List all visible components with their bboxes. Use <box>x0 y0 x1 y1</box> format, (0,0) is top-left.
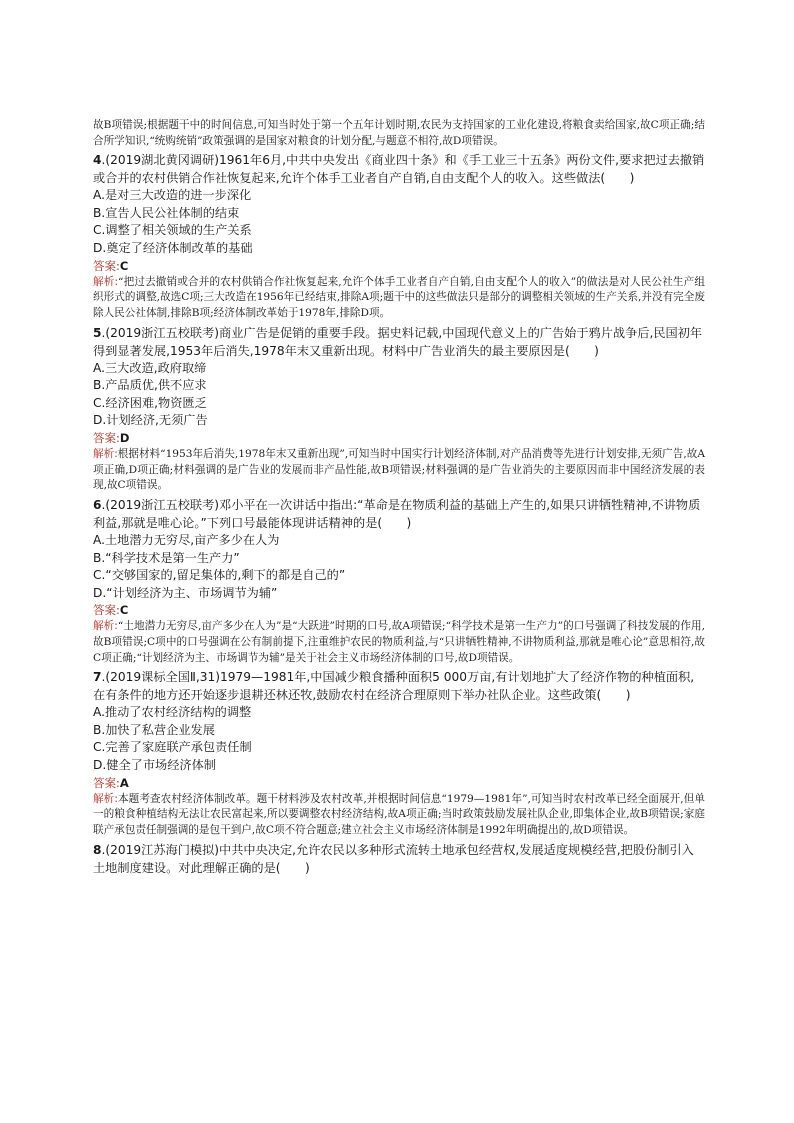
explanation <box>93 447 705 494</box>
answer-value: A <box>119 775 129 790</box>
explanation-text: “把过去撤销或合并的农村供销合作社恢复起来,允许个体手工业者自产自销,自由支配个人的收入”的做法是对人民公社生产组织形式的调整,故选C项;三大改造在1956年已经结束,排除A项;题干中的这些做法只是部分的调整相关领域的生产关系,并没有完全废除人民公社体制,排除B项;经济体制改革始于1978年,排除D项。 <box>93 275 705 319</box>
question-text: .(2019湖北黄冈调研)1961年6月,中共中央发出《商业四十条》和《手工业三十五条》两份文件,要求把过去撤销或合并的农村供销合作社恢复起来,允许个体手工业者自产自销,自由支配个人的收入。这些做法( ) <box>93 153 705 186</box>
answer-label: 答案: <box>93 603 120 618</box>
exam-page <box>93 118 705 877</box>
option-c: C.调整了相关领域的生产关系 <box>93 223 252 238</box>
question-5 <box>93 324 705 494</box>
option-a: A.土地潜力无穷尽,亩产多少在人为 <box>93 532 280 547</box>
question-8 <box>93 841 705 877</box>
explanation-label: 解析: <box>93 620 118 633</box>
question-4 <box>93 151 705 321</box>
explanation-text: 本题考查农村经济体制改革。题干材料涉及农村改革,并根据时间信息“1979—1981年”,可知当时农村改革已经全面展开,但单一的粮食种植结构无法让农民富起来,所以要调整农村经济结构,故A项正确;当时政策鼓励发展社队企业,即集体企业,故B项错误;家庭联产承包责任制强调的是包干到户,故C项不符合题意;建立社会主义市场经济体制是1992年明确提出的,故D项错误。 <box>93 792 705 837</box>
question-number: 5 <box>93 325 102 340</box>
answer-line <box>93 258 705 275</box>
explanation-text: “土地潜力无穷尽,亩产多少在人为”是“大跃进”时期的口号,故A项错误;“科学技术是第一生产力”的口号强调了科技发展的作用,故B项错误;C项中的口号强调在公有制前提下,注重维护农民的物质利益,与“只讲牺牲精神,不讲物质利益,那就是唯心论”意思相符,故C项正确;“计划经济为主、市场调节为辅”是关于社会主义市场经济体制的口号,故D项错误。 <box>93 620 706 664</box>
answer-label: 答案: <box>93 775 120 790</box>
question-6 <box>93 496 705 666</box>
explanation <box>93 619 705 666</box>
question-stem <box>93 151 705 187</box>
question-number: 8 <box>93 842 102 857</box>
answer-line <box>93 430 705 447</box>
option-c: C.经济困难,物资匮乏 <box>93 395 207 410</box>
answer-value: C <box>119 258 129 273</box>
question-number: 4 <box>93 153 102 168</box>
answer-label: 答案: <box>93 258 120 273</box>
explanation <box>93 792 705 839</box>
question-text: .(2019浙江五校联考)邓小平在一次讲话中指出:“革命是在物质利益的基础上产生的,如果只讲牺牲精神,不讲物质利益,那就是唯心论。”下列口号最能体现讲话精神的是( ) <box>93 497 701 530</box>
option-d: D.奠定了经济体制改革的基础 <box>93 240 253 255</box>
answer-value: D <box>119 430 130 445</box>
option-d: D.计划经济,无须广告 <box>93 413 208 428</box>
option-c: C.“交够国家的,留足集体的,剩下的都是自己的” <box>93 568 346 583</box>
question-text: .(2019课标全国Ⅱ,31)1979—1981年,中国减少粮食播种面积5 000万亩,有计划地扩大了经济作物的种植面积,在有条件的地方还开始逐步退耕还林还牧,鼓励农村在经济合理原则下举办社队企业。这些政策( ) <box>93 670 695 703</box>
option-d: D.“计划经济为主、市场调节为辅” <box>93 585 278 600</box>
option-b: B.“科学技术是第一生产力” <box>93 550 240 565</box>
answer-line <box>93 775 705 792</box>
question-stem <box>93 324 705 360</box>
answer-line <box>93 602 705 619</box>
option-c: C.完善了家庭联产承包责任制 <box>93 740 252 755</box>
answer-label: 答案: <box>93 430 120 445</box>
option-b: B.宣告人民公社体制的结束 <box>93 205 240 220</box>
explanation <box>93 275 705 322</box>
option-b: B.加快了私营企业发展 <box>93 722 215 737</box>
answer-value: C <box>119 603 129 618</box>
option-d: D.健全了市场经济体制 <box>93 758 216 773</box>
option-a: A.推动了农村经济结构的调整 <box>93 705 252 720</box>
explanation-label: 解析: <box>93 792 118 805</box>
question-stem <box>93 496 705 532</box>
option-a: A.三大改造,政府取缔 <box>93 360 207 375</box>
question-stem <box>93 841 705 877</box>
explanation-label: 解析: <box>93 448 118 461</box>
explanation-text: 根据材料“1953年后消失,1978年末又重新出现”,可知当时中国实行计划经济体制,对产品消费等先进行计划安排,无须广告,故A项正确,D项正确;材料强调的是广告业的发展而非产品性能,故B项错误;材料强调的是广告业消失的主要原因而非中国经济发展的表现,故C项错误。 <box>93 448 705 492</box>
question-7 <box>93 668 705 838</box>
explanation-label: 解析: <box>93 275 119 288</box>
question-number: 6 <box>93 497 102 512</box>
option-a: A.是对三大改造的进一步深化 <box>93 188 252 203</box>
question-number: 7 <box>93 670 102 685</box>
question-text: .(2019江苏海门模拟)中共中央决定,允许农民以多种形式流转土地承包经营权,发展适度规模经营,把股份制引入土地制度建设。对此理解正确的是( ) <box>93 842 694 875</box>
question-stem <box>93 668 705 704</box>
question-text: .(2019浙江五校联考)商业广告是促销的重要手段。据史料记载,中国现代意义上的广告始于鸦片战争后,民国初年得到显著发展,1953年后消失,1978年末又重新出现。材料中广告业消失的最主要原因是( ) <box>93 325 703 358</box>
carryover-explanation: 故B项错误;根据题干中的时间信息,可知当时处于第一个五年计划时期,农民为支持国家的工业化建设,将粮食卖给国家,故C项正确;结合所学知识,“统购统销”政策强调的是国家对粮食的计划分配,与题意不相符,故D项错误。 <box>93 119 705 147</box>
option-b: B.产品质优,供不应求 <box>93 378 207 393</box>
